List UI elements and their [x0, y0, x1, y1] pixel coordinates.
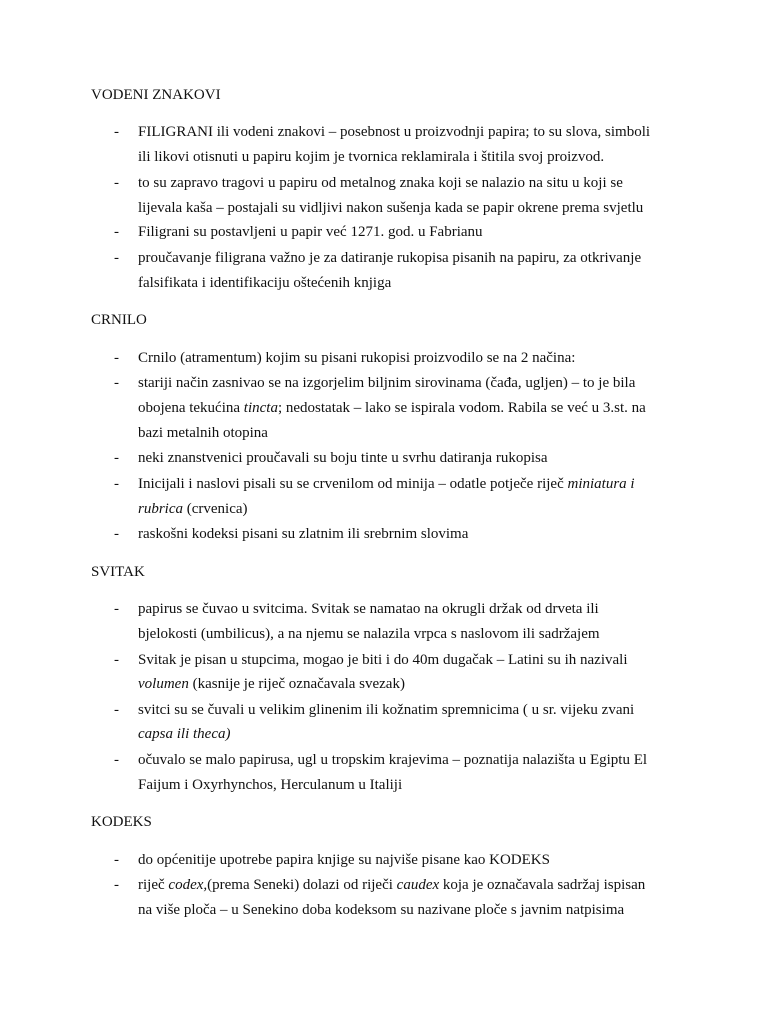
list-item-line: Filigrani su postavljeni u papir već 1271. god. u Fabrianu: [138, 224, 483, 240]
list-item-line: na više ploča – u Senekino doba kodeksom su nazivane ploče s javnim natpisima: [138, 902, 625, 918]
list-item-line: Inicijali i naslovi pisali su se crvenilom od minija – odatle potječe riječ miniatura i: [138, 476, 635, 492]
list-bullet: -: [114, 852, 119, 868]
list-item-line: neki znanstvenici proučavali su boju tinte u svrhu datiranja rukopisa: [138, 450, 548, 466]
list-item-line: lijevala kaša – postajali su vidljivi nakon sušenja kada se papir okrene prema svjetlu: [138, 200, 644, 216]
list-bullet: -: [114, 224, 119, 240]
list-item-line: Faijum i Oxyrhynchos, Herculanum u Italiji: [138, 777, 403, 793]
section-heading-vodeni-znakovi: VODENI ZNAKOVI: [91, 87, 221, 103]
italic-term-codex: codex,: [168, 877, 208, 893]
list-item-line: Crnilo (atramentum) kojim su pisani rukopisi proizvodilo se na 2 načina:: [138, 350, 576, 366]
list-bullet: -: [114, 601, 119, 617]
list-item-line: svitci su se čuvali u velikim glinenim ili kožnatim spremnicima ( u sr. vijeku zvani: [138, 702, 635, 718]
list-item-line: papirus se čuvao u svitcima. Svitak se namatao na okrugli držak od drveta ili: [138, 601, 599, 617]
list-item-line: bjelokosti (umbilicus), a na njemu se nalazila vrpca s naslovom ili sadržajem: [138, 626, 600, 642]
list-item-line: to su zapravo tragovi u papiru od metalnog znaka koji se nalazio na situ u koji se: [138, 175, 623, 191]
list-bullet: -: [114, 375, 119, 391]
list-bullet: -: [114, 175, 119, 191]
italic-term-volumen: volumen: [138, 676, 189, 692]
section-heading-kodeks: KODEKS: [91, 814, 152, 830]
list-item-line: proučavanje filigrana važno je za datiranje rukopisa pisanih na papiru, za otkrivanje: [138, 250, 642, 266]
list-item-line: stariji način zasnivao se na izgorjelim biljnim sirovinama (čađa, ugljen) – to je bila: [138, 375, 636, 391]
list-item-line: očuvalo se malo papirusa, ugl u tropskim krajevima – poznatija nalazišta u Egiptu El: [138, 752, 648, 768]
list-bullet: -: [114, 250, 119, 266]
list-item-line: bazi metalnih otopina: [138, 425, 268, 441]
italic-term-caudex: caudex: [396, 877, 440, 893]
list-bullet: -: [114, 124, 119, 140]
list-item-line: riječ codex,(prema Seneki) dolazi od riječi caudex koja je označavala sadržaj ispisan: [138, 877, 646, 893]
list-item-line: ili likovi otisnuti u papiru kojim je tvornica reklamirala i štitila svoj proizvod.: [138, 149, 605, 165]
italic-term-tincta: tincta: [243, 400, 278, 416]
italic-term-rubrica: rubrica: [138, 501, 183, 517]
list-item-line: Svitak je pisan u stupcima, mogao je biti i do 40m dugačak – Latini su ih nazivali: [138, 652, 628, 668]
italic-term-capsa: capsa ili theca): [138, 726, 231, 742]
list-item-line: rubrica (crvenica): [138, 501, 248, 517]
list-bullet: -: [114, 877, 119, 893]
list-item-line: volumen (kasnije je riječ označavala svezak): [138, 676, 405, 692]
list-item-line: falsifikata i identifikaciju oštećenih knjiga: [138, 275, 392, 291]
list-bullet: -: [114, 350, 119, 366]
list-item-line: FILIGRANI ili vodeni znakovi – posebnost u proizvodnji papira; to su slova, simboli: [138, 124, 651, 140]
list-item-line: do općenitije upotrebe papira knjige su najviše pisane kao KODEKS: [138, 852, 550, 868]
section-heading-svitak: SVITAK: [91, 564, 145, 580]
list-bullet: -: [114, 652, 119, 668]
section-heading-crnilo: CRNILO: [91, 312, 147, 328]
list-bullet: -: [114, 526, 119, 542]
list-bullet: -: [114, 476, 119, 492]
list-item-line: raskošni kodeksi pisani su zlatnim ili srebrnim slovima: [138, 526, 469, 542]
list-bullet: -: [114, 702, 119, 718]
list-item-line: [138, 724, 230, 744]
italic-term-miniatura: miniatura i: [567, 476, 635, 492]
list-bullet: -: [114, 752, 119, 768]
list-item-line: obojena tekućina tincta; nedostatak – lako se ispirala vodom. Rabila se već u 3.st. na: [138, 400, 646, 416]
list-bullet: -: [114, 450, 119, 466]
